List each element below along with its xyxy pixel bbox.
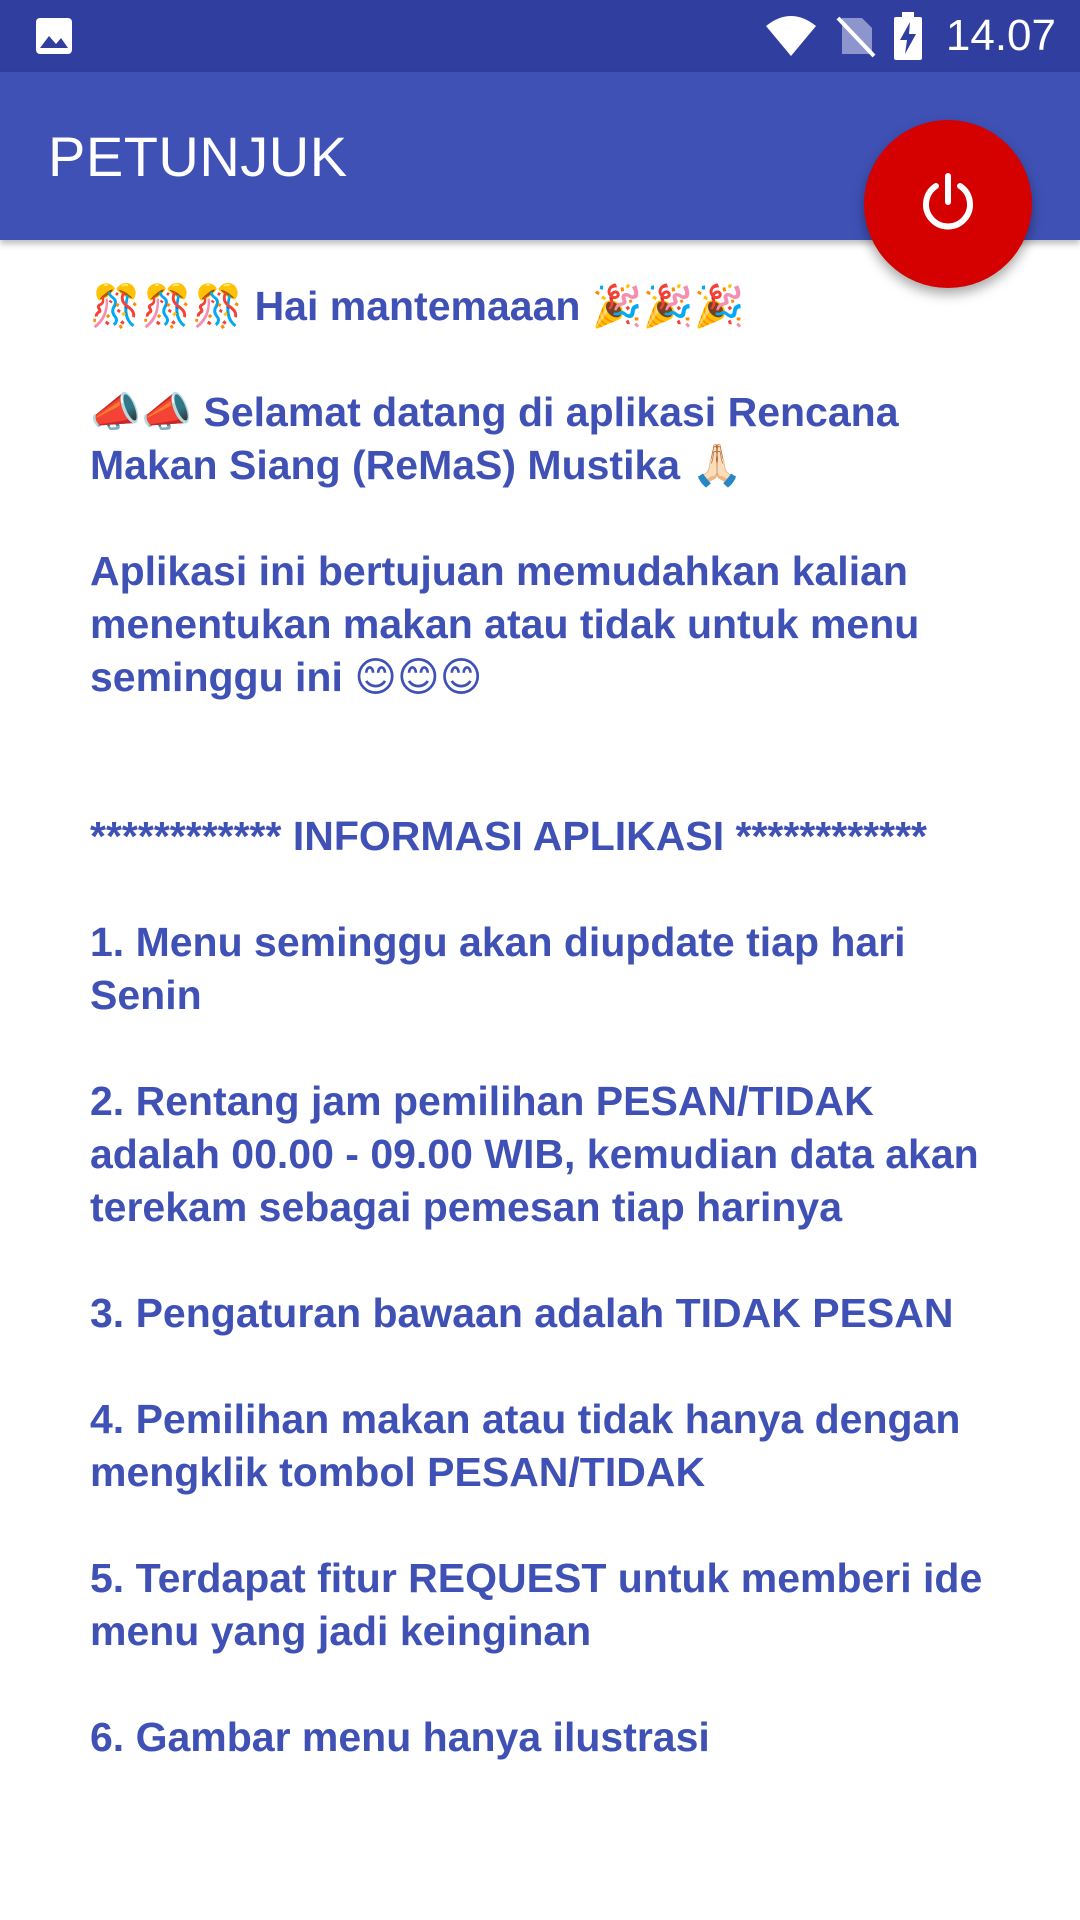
- power-button[interactable]: [864, 120, 1032, 288]
- info-item-3: 3. Pengaturan bawaan adalah TIDAK PESAN: [90, 1290, 954, 1336]
- pray-emoji: 🙏🏻: [691, 441, 743, 489]
- greeting-text: Hai mantemaaan: [254, 283, 581, 329]
- confetti-emoji: 🎊🎊🎊: [90, 282, 244, 330]
- info-item-6: 6. Gambar menu hanya ilustrasi: [90, 1714, 710, 1760]
- welcome-text: Selamat datang di aplikasi Rencana Makan Siang (ReMaS) Mustika: [90, 389, 899, 488]
- status-time: 14.07: [945, 11, 1056, 60]
- status-icons: [764, 0, 1056, 72]
- info-item-5: 5. Terdapat fitur REQUEST untuk memberi ide menu yang jadi keinginan: [90, 1555, 983, 1654]
- page-title: PETUNJUK: [48, 125, 348, 188]
- purpose-text: Aplikasi ini bertujuan memudahkan kalian menentukan makan atau tidak untuk menu seminggu ini: [90, 548, 920, 700]
- no-sim-icon: [836, 14, 876, 58]
- wifi-icon: [764, 14, 818, 58]
- info-item-4: 4. Pemilihan makan atau tidak hanya dengan mengklik tombol PESAN/TIDAK: [90, 1396, 961, 1495]
- info-item-1: 1. Menu seminggu akan diupdate tiap hari Senin: [90, 919, 906, 1018]
- instructions-content: [90, 280, 1010, 1817]
- battery-charging-icon: [894, 12, 922, 60]
- info-header: ************ INFORMASI APLIKASI ************: [90, 813, 927, 859]
- purpose-line: [90, 545, 1010, 704]
- megaphone-emoji: 📣📣: [90, 388, 193, 436]
- party-popper-emoji: 🎉🎉🎉: [591, 282, 745, 330]
- gallery-icon: [34, 16, 74, 56]
- status-bar: [0, 0, 1080, 72]
- power-icon: [916, 170, 980, 238]
- greeting-line: [90, 280, 1010, 333]
- smile-emoji: 😊😊😊: [354, 653, 483, 701]
- welcome-line: [90, 386, 1010, 492]
- info-item-2: 2. Rentang jam pemilihan PESAN/TIDAK adalah 00.00 - 09.00 WIB, kemudian data akan terekam sebagai pemesan tiap harinya: [90, 1078, 979, 1230]
